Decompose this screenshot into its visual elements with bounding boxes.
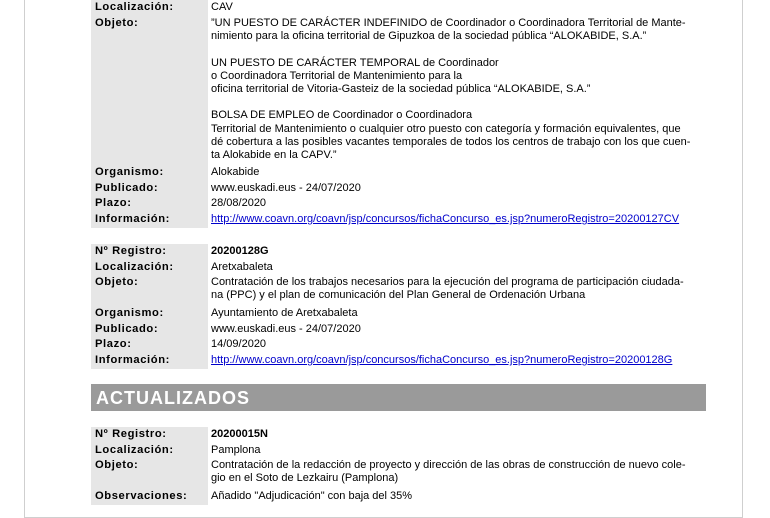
objeto-line: BOLSA DE EMPLEO de Coordinador o Coordinadora: [211, 109, 473, 122]
label-plazo: Plazo:: [91, 196, 208, 212]
value-plazo: 28/08/2020: [211, 197, 267, 209]
value-registro: 20200128G: [211, 245, 269, 257]
label-informacion: Información:: [91, 212, 208, 228]
objeto-line: dé cobertura a las posibles vacantes temporales de todos los centros de trabajo con los que cuen-: [211, 135, 691, 148]
record-20200128G: [91, 244, 706, 369]
record-20200127CV: [91, 0, 706, 228]
objeto-line: Contratación de la redacción de proyecto y dirección de las obras de construcción de nuevo cole-: [211, 459, 686, 471]
label-objeto: Objeto:: [91, 275, 208, 306]
value-publicado: www.euskadi.eus - 24/07/2020: [211, 182, 361, 194]
value-objeto: [208, 458, 706, 489]
value-objeto: [208, 275, 706, 306]
record-20200015N: [91, 427, 706, 505]
value-plazo: 14/09/2020: [211, 338, 267, 350]
value-organismo: Alokabide: [211, 166, 260, 178]
label-localizacion: Localización:: [91, 443, 208, 458]
label-informacion: Información:: [91, 353, 208, 369]
label-organismo: Organismo:: [91, 165, 208, 181]
label-objeto: Objeto:: [91, 16, 208, 165]
section-header-actualizados: ACTUALIZADOS: [91, 384, 706, 411]
objeto-line: o Coordinadora Territorial de Mantenimiento para la: [211, 69, 463, 82]
value-publicado: www.euskadi.eus - 24/07/2020: [211, 323, 361, 335]
label-observaciones: Observaciones:: [91, 489, 208, 505]
objeto-line: na (PPC) y el plan de comunicación del Plan General de Ordenación Urbana: [211, 289, 586, 302]
label-publicado: Publicado:: [91, 322, 208, 337]
value-localizacion: Pamplona: [211, 444, 261, 456]
objeto-line: ”UN PUESTO DE CARÁCTER INDEFINIDO de Coordinador o Coordinadora Territorial de Mante-: [211, 17, 686, 29]
value-objeto: [208, 16, 706, 165]
value-localizacion: CAV: [211, 1, 233, 13]
objeto-line: Territorial de Mantenimiento o cualquier otro puesto con categoría y formación equivalentes, que: [211, 122, 681, 135]
objeto-line: oficina territorial de Vitoria-Gasteiz de la sociedad pública “ALOKABIDE, S.A.”: [211, 83, 591, 95]
label-registro: Nº Registro:: [91, 244, 208, 260]
informacion-link[interactable]: http://www.coavn.org/coavn/jsp/concursos/fichaConcurso_es.jsp?numeroRegistro=20200127CV: [211, 213, 680, 225]
label-organismo: Organismo:: [91, 306, 208, 322]
value-registro: 20200015N: [211, 428, 268, 440]
objeto-line: nimiento para la oficina territorial de Gipuzkoa de la sociedad pública “ALOKABIDE, S.A.”: [211, 30, 647, 43]
label-publicado: Publicado:: [91, 181, 208, 196]
value-organismo: Ayuntamiento de Aretxabaleta: [211, 307, 358, 319]
objeto-line: ta Alokabide en la CAPV.”: [211, 149, 337, 161]
objeto-line: Contratación de los trabajos necesarios para la ejecución del programa de participación ciudada-: [211, 276, 684, 288]
objeto-line: UN PUESTO DE CARÁCTER TEMPORAL de Coordinador: [211, 56, 499, 69]
value-observaciones: Añadido "Adjudicación" con baja del 35%: [211, 490, 413, 502]
objeto-line: gio en el Soto de Lezkairu (Pamplona): [211, 472, 399, 485]
label-objeto: Objeto:: [91, 458, 208, 489]
label-registro: Nº Registro:: [91, 427, 208, 443]
value-localizacion: Aretxabaleta: [211, 261, 273, 273]
label-localizacion: Localización:: [91, 0, 208, 16]
label-plazo: Plazo:: [91, 337, 208, 353]
informacion-link[interactable]: http://www.coavn.org/coavn/jsp/concursos/fichaConcurso_es.jsp?numeroRegistro=20200128G: [211, 354, 673, 366]
label-localizacion: Localización:: [91, 260, 208, 275]
